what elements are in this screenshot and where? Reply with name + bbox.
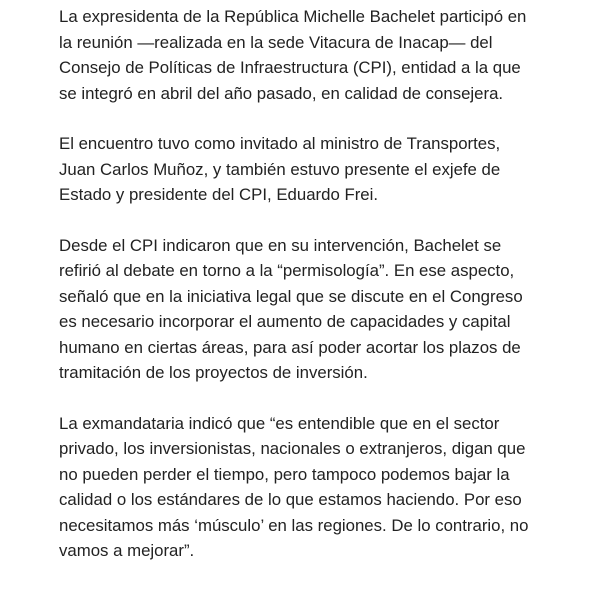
paragraph-line: necesitamos más ‘músculo’ en las regiones. De lo contrario, no xyxy=(59,515,529,535)
paragraph-line: tramitación de los proyectos de inversión. xyxy=(59,363,368,382)
paragraph-line: Consejo de Políticas de Infraestructura (CPI), entidad a la que xyxy=(59,58,521,77)
paragraph-line: no pueden perder el tiempo, pero tampoco podemos bajar la xyxy=(59,464,510,484)
article-body xyxy=(59,4,579,589)
paragraph-line: vamos a mejorar”. xyxy=(59,541,195,560)
paragraph-line: se integró en abril del año pasado, en calidad de consejera. xyxy=(59,83,504,103)
paragraph-line: Desde el CPI indicaron que en su intervención, Bachelet se xyxy=(59,235,502,255)
paragraph-line: Estado y presidente del CPI, Eduardo Frei. xyxy=(59,185,379,204)
paragraph-line: privado, los inversionistas, nacionales o extranjeros, digan que xyxy=(59,439,526,458)
paragraph-1 xyxy=(59,4,579,106)
paragraph-2 xyxy=(59,131,579,208)
paragraph-line: El encuentro tuvo como invitado al ministro de Transportes, xyxy=(59,134,501,153)
paragraph-4 xyxy=(59,411,579,564)
paragraph-line: es necesario incorporar el aumento de capacidades y capital xyxy=(59,312,511,331)
paragraph-3 xyxy=(59,233,579,386)
paragraph-line: la reunión —realizada en la sede Vitacura de Inacap— del xyxy=(59,32,493,52)
paragraph-line: Juan Carlos Muñoz, y también estuvo presente el exjefe de xyxy=(59,159,501,179)
paragraph-line: humano en ciertas áreas, para así poder acortar los plazos de xyxy=(59,337,521,357)
paragraph-line: señaló que en la iniciativa legal que se discute en el Congreso xyxy=(59,286,523,306)
paragraph-line: La expresidenta de la República Michelle Bachelet participó en xyxy=(59,7,527,26)
paragraph-line: refirió al debate en torno a la “permisología”. En ese aspecto, xyxy=(59,261,515,280)
paragraph-line: La exmandataria indicó que “es entendible que en el sector xyxy=(59,413,500,433)
paragraph-line: calidad o los estándares de lo que estamos haciendo. Por eso xyxy=(59,490,522,509)
